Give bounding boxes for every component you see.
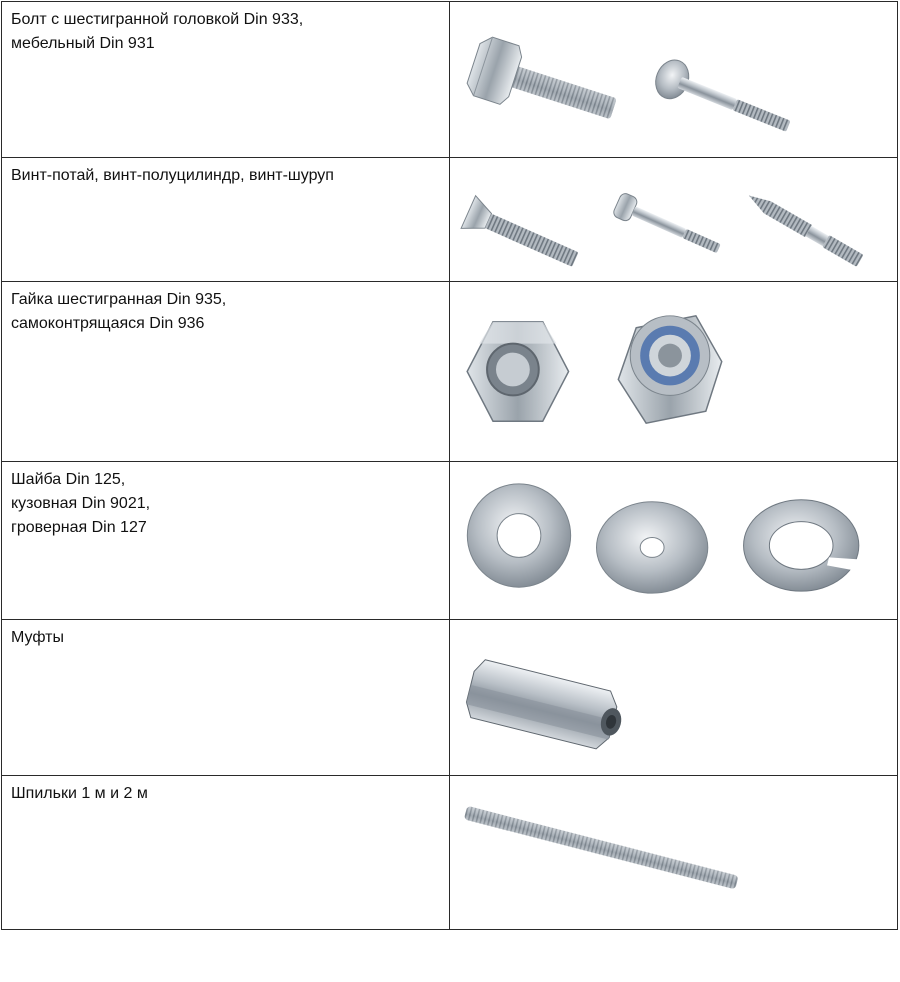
fender-washer-image (596, 502, 707, 593)
coupling-nut-image (463, 658, 628, 753)
table-row (2, 462, 898, 620)
row-images-bolts (450, 2, 898, 158)
hanger-screw-image (745, 190, 864, 267)
threaded-rod-image (464, 806, 739, 890)
row-images-washers (450, 462, 898, 620)
row-label-bolts: Болт с шестигранной головкой Din 933, мебельный Din 931 (2, 2, 450, 158)
table-row (2, 2, 898, 158)
table-row (2, 620, 898, 776)
row-images-nuts (450, 282, 898, 462)
hex-nut-image (467, 322, 568, 421)
row-images-studs (450, 776, 898, 930)
carriage-bolt-image (650, 55, 796, 145)
table-row (2, 158, 898, 282)
row-label-washers: Шайба Din 125, кузовная Din 9021, гроверная Din 127 (2, 462, 450, 620)
row-label-nuts: Гайка шестигранная Din 935, самоконтрящаяся Din 936 (2, 282, 450, 462)
hex-bolt-image (464, 34, 623, 138)
flat-washer-image (467, 484, 570, 587)
row-label-studs: Шпильки 1 м и 2 м (2, 776, 450, 930)
countersunk-screw-image (461, 196, 582, 276)
row-label-screws: Винт-потай, винт-полуцилиндр, винт-шуруп (2, 158, 450, 282)
row-images-screws (450, 158, 898, 282)
table-row (2, 282, 898, 462)
row-images-couplings (450, 620, 898, 776)
spring-washer-image (744, 500, 859, 591)
lock-nut-image (618, 316, 721, 423)
fasteners-table (1, 1, 898, 930)
row-label-couplings: Муфты (2, 620, 450, 776)
pan-head-screw-image (612, 192, 724, 261)
table-row (2, 776, 898, 930)
